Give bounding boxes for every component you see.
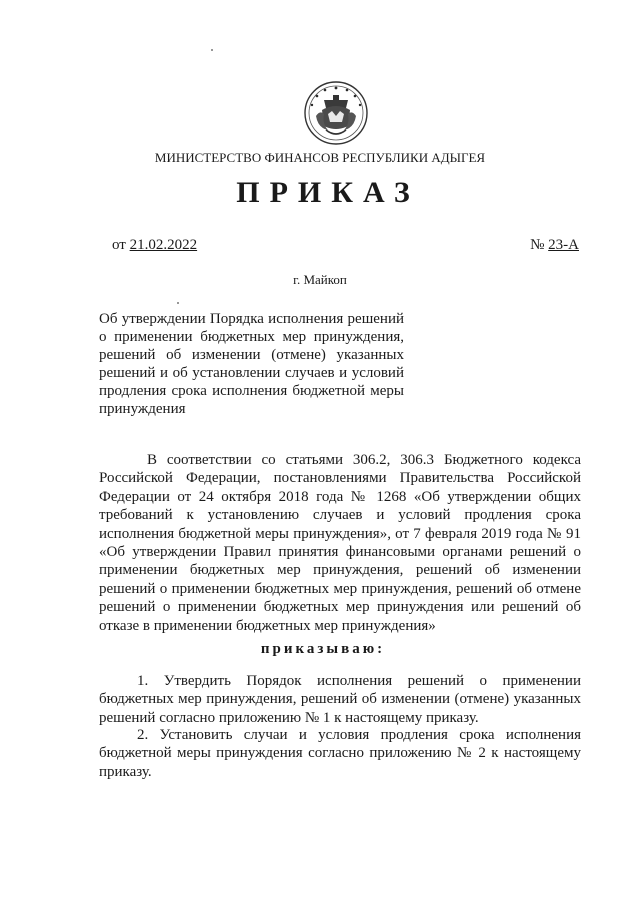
preamble-line: Российской Федерации, постановлениями Правительства Российской bbox=[99, 470, 581, 487]
order-item-line: приказу. bbox=[99, 763, 152, 780]
city-line: г. Майкоп bbox=[293, 272, 347, 287]
preamble-line: «Об утверждении Правил принятия финансовыми органами решений о bbox=[99, 544, 581, 561]
order-item-1 bbox=[99, 672, 581, 727]
ministry-name: МИНИСТЕРСТВО ФИНАНСОВ РЕСПУБЛИКИ АДЫГЕЯ bbox=[154, 150, 486, 165]
coat-of-arms-emblem bbox=[302, 80, 370, 146]
order-item-line: 1. Утвердить Порядок исполнения решений о применении bbox=[137, 673, 581, 689]
preamble-line: Федерации от 24 октября 2018 года № 1268 «Об утверждении общих bbox=[99, 488, 581, 505]
document-number: 23-А bbox=[548, 237, 579, 253]
subject-line: принуждения bbox=[99, 401, 186, 417]
scan-speck bbox=[177, 302, 179, 304]
subject-line: решений и об установлении случаев и условий bbox=[99, 365, 404, 381]
preamble-line: требований к установлению случаев и условий продления срока bbox=[99, 507, 581, 524]
preamble-line: решений о применении бюджетных мер принуждения или решений об bbox=[99, 599, 581, 616]
scan-speck bbox=[211, 49, 213, 51]
number-line bbox=[530, 237, 579, 254]
subject-line: решений об изменении (отмене) указанных bbox=[99, 347, 404, 363]
order-item-line: решений согласно приложению № 1 к настоящему приказу. bbox=[99, 709, 479, 726]
subject-line: продления срока исполнения бюджетной меры bbox=[99, 383, 404, 399]
order-item-line: 2. Установить случаи и условия продления срока исполнения bbox=[137, 727, 581, 743]
document-subject bbox=[99, 310, 404, 418]
preamble-line: отказе в применении бюджетных мер принуждения» bbox=[99, 617, 436, 634]
subject-line: Об утверждении Порядка исполнения решений bbox=[99, 311, 404, 327]
subject-line: о применении бюджетных мер принуждения, bbox=[99, 329, 404, 345]
order-word: приказываю: bbox=[260, 641, 386, 657]
preamble-line: В соответствии со статьями 306.2, 306.3 Бюджетного кодекса bbox=[147, 452, 581, 468]
order-item-line: бюджетных мер принуждения, решений об изменении (отмене) указанных bbox=[99, 691, 581, 708]
preamble-line: исполнения бюджетной меры принуждения», от 7 февраля 2019 года № 91 bbox=[99, 525, 581, 542]
preamble-paragraph bbox=[99, 451, 581, 635]
order-item-2 bbox=[99, 726, 581, 781]
order-item-line: бюджетной меры принуждения согласно приложению № 2 к настоящему bbox=[99, 745, 581, 762]
number-prefix: № bbox=[530, 237, 545, 253]
date-line bbox=[112, 237, 197, 254]
preamble-line: решений о применении бюджетных мер принуждения, решений об отмене bbox=[99, 580, 581, 597]
preamble-line: применении бюджетных мер принуждения, решений об изменении bbox=[99, 562, 581, 579]
document-title: ПРИКАЗ bbox=[236, 176, 420, 209]
document-date: 21.02.2022 bbox=[129, 237, 198, 253]
date-prefix: от bbox=[112, 237, 126, 253]
